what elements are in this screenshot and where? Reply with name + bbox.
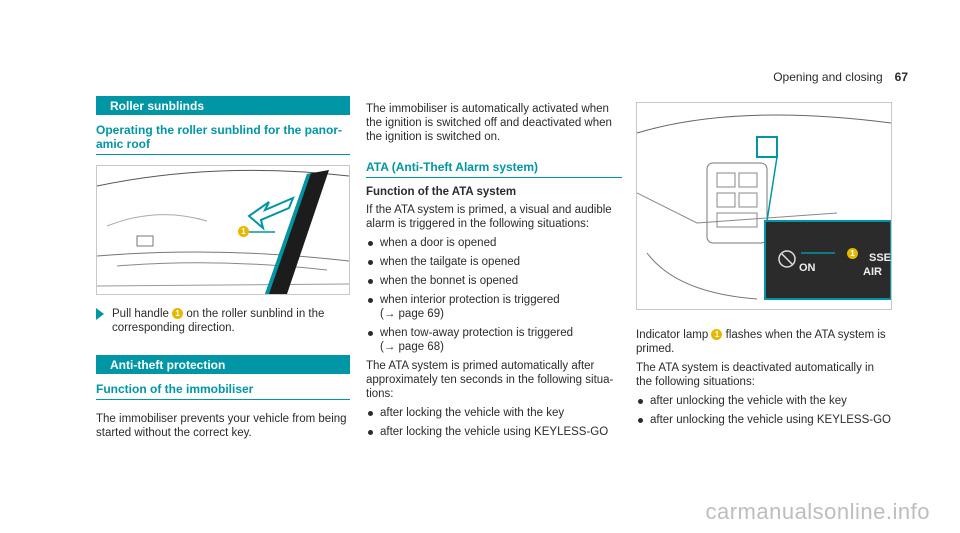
column-middle <box>366 102 622 444</box>
overhead-console-illustration <box>637 103 891 309</box>
list-item: when a door is opened <box>366 236 622 250</box>
heading-roller-sunblind: Operating the roller sunblind for the panor-amic roof <box>96 115 350 155</box>
list-item: when interior protection is triggered (→ page 69) <box>366 293 622 321</box>
list-ata-triggers <box>366 236 622 354</box>
list-ata-auto-prime <box>366 406 622 439</box>
label-air: AIR <box>863 266 882 278</box>
paragraph-ata-auto-prime: The ATA system is primed automatically after approximately ten seconds in the following situa-tions: <box>366 360 614 400</box>
page-reference[interactable]: (→ page 68) <box>380 341 444 353</box>
subheading-ata-function: Function of the ATA system <box>366 186 517 198</box>
label-sse: SSE <box>869 252 892 264</box>
figure-panoramic-roof <box>96 165 350 295</box>
section-banner-anti-theft: Anti-theft protection <box>96 355 350 374</box>
paragraph-indicator-lamp: Indicator lamp 1 flashes when the ATA system is primed. <box>636 329 886 355</box>
step-arrow-icon <box>96 308 104 320</box>
paragraph-immobiliser-activation: The immobiliser is automatically activated when the ignition is switched off and deactivated when the ignition is switched on. <box>366 103 612 143</box>
column-left <box>96 96 350 445</box>
list-item: after unlocking the vehicle with the key <box>636 394 892 408</box>
list-ata-deactivation <box>636 394 892 427</box>
watermark: carmanualsonline.info <box>705 499 930 524</box>
heading-ata: ATA (Anti-Theft Alarm system) <box>366 152 622 178</box>
step-text: Pull handle <box>112 308 169 320</box>
page-reference[interactable]: (→ page 69) <box>380 308 444 320</box>
list-item: when tow-away protection is triggered (→ page 68) <box>366 326 622 354</box>
list-item: when the bonnet is opened <box>366 274 622 288</box>
heading-immobiliser: Function of the immobiliser <box>96 374 350 400</box>
label-on: ON <box>799 262 816 274</box>
page-number: 67 <box>894 70 908 84</box>
callout-badge-1: 1 <box>847 248 858 259</box>
step-text-rest: on the roller sunblind in the corresponding direction. <box>112 308 325 334</box>
instruction-step <box>96 307 350 335</box>
paragraph-ata-primed: If the ATA system is primed, a visual and audible alarm is triggered in the following situations: <box>366 204 612 230</box>
figure-ata-indicator <box>636 102 892 310</box>
step-badge: 1 <box>172 308 183 319</box>
section-banner-roller-sunblinds: Roller sunblinds <box>96 96 350 115</box>
column-right <box>636 102 892 432</box>
section-title: Opening and closing <box>773 70 883 84</box>
inline-badge: 1 <box>711 329 722 340</box>
page-header <box>773 70 908 84</box>
list-item: after locking the vehicle using KEYLESS-GO <box>366 425 622 439</box>
paragraph-ata-deactivated: The ATA system is deactivated automatically in the following situations: <box>636 362 874 388</box>
callout-badge-1: 1 <box>238 226 249 237</box>
paragraph-immobiliser: The immobiliser prevents your vehicle from being started without the correct key. <box>96 413 347 439</box>
list-item: after locking the vehicle with the key <box>366 406 622 420</box>
roof-illustration <box>97 166 349 294</box>
list-item: after unlocking the vehicle using KEYLESS-GO <box>636 413 892 427</box>
list-item: when the tailgate is opened <box>366 255 622 269</box>
